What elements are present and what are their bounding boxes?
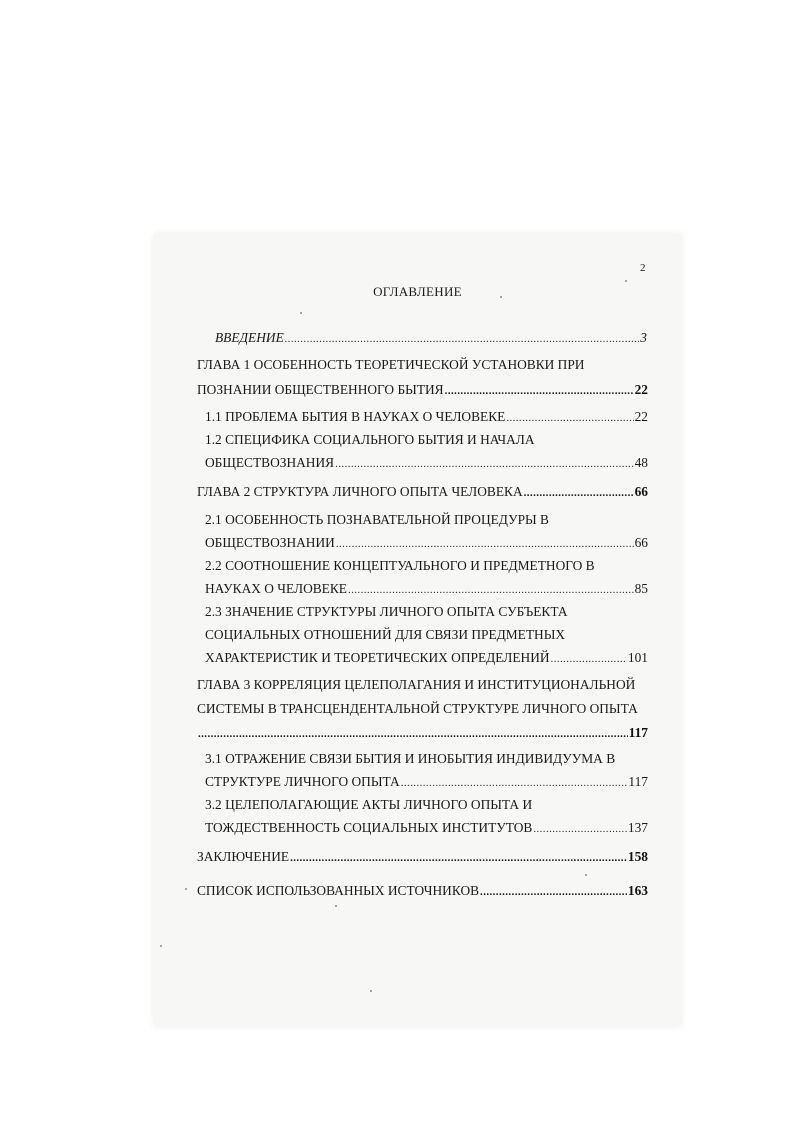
leader-dots [336,535,634,553]
scan-speck [370,990,372,992]
leader-dots [445,382,634,400]
toc-entry-chapter-1: ПОЗНАНИИ ОБЩЕСТВЕННОГО БЫТИЯ ..... 22 [197,381,648,399]
leader-dots [551,650,627,668]
toc-entry-1-2-line-1: 1.2 СПЕЦИФИКА СОЦИАЛЬНОГО БЫТИЯ И НАЧАЛА [205,432,535,447]
toc-entry-chapter-2: ГЛАВА 2 СТРУКТУРА ЛИЧНОГО ОПЫТА ЧЕЛОВЕКА ..... 66 [197,483,648,501]
leader-dots [348,581,634,599]
toc-entry-chapter-3-line-1: ГЛАВА 3 КОРРЕЛЯЦИЯ ЦЕЛЕПОЛАГАНИЯ И ИНСТИТУЦИОНАЛЬНОЙ [197,677,636,692]
scan-speck [500,296,502,298]
scan-speck [625,280,627,282]
toc-entry-2-1-line-1: 2.1 ОСОБЕННОСТЬ ПОЗНАВАТЕЛЬНОЙ ПРОЦЕДУРЫ В [205,512,549,527]
leader-dots [524,484,634,502]
toc-entry-conclusion: ЗАКЛЮЧЕНИЕ ..... 158 [197,848,648,866]
scan-speck [585,874,587,876]
toc-entry-intro: ВВЕДЕНИЕ ..... 3 [215,329,647,347]
leader-dots [198,725,628,743]
toc-entry-chapter-1-line-1: ГЛАВА 1 ОСОБЕННОСТЬ ТЕОРЕТИЧЕСКОЙ УСТАНОВКИ ПРИ [197,357,585,372]
scan-speck [300,312,302,314]
toc-entry-2-2-line-1: 2.2 СООТНОШЕНИЕ КОНЦЕПТУАЛЬНОГО И ПРЕДМЕТНОГО В [205,558,595,573]
toc-entry-3-1-line-1: 3.1 ОТРАЖЕНИЕ СВЯЗИ БЫТИЯ И ИНОБЫТИЯ ИНДИВИДУУМА В [205,751,616,766]
toc-entry-1-2: ОБЩЕСТВОЗНАНИЯ ..... 48 [205,454,648,472]
toc-entry-2-3: ХАРАКТЕРИСТИК И ТЕОРЕТИЧЕСКИХ ОПРЕДЕЛЕНИЙ ..... 101 [205,649,648,667]
scan-speck [185,888,187,890]
toc-entry-3-2: ТОЖДЕСТВЕННОСТЬ СОЦИАЛЬНЫХ ИНСТИТУТОВ ..... 137 [205,819,648,837]
leader-dots [285,330,640,348]
toc-entry-1-1: 1.1 ПРОБЛЕМА БЫТИЯ В НАУКАХ О ЧЕЛОВЕКЕ ..... 22 [205,408,648,426]
toc-entry-3-2-line-1: 3.2 ЦЕЛЕПОЛАГАЮЩИЕ АКТЫ ЛИЧНОГО ОПЫТА И [205,797,533,812]
leader-dots [480,883,627,901]
toc-entry-sources: СПИСОК ИСПОЛЬЗОВАННЫХ ИСТОЧНИКОВ ..... 163 [197,882,648,900]
toc-entry-3-1: СТРУКТУРЕ ЛИЧНОГО ОПЫТА ..... 117 [205,773,648,791]
leader-dots [533,820,627,838]
toc-entry-2-3-line-2: СОЦИАЛЬНЫХ ОТНОШЕНИЙ ДЛЯ СВЯЗИ ПРЕДМЕТНЫХ [205,627,566,642]
toc-entry-2-2: НАУКАХ О ЧЕЛОВЕКЕ ..... 85 [205,580,648,598]
toc-entry-2-3-line-1: 2.3 ЗНАЧЕНИЕ СТРУКТУРЫ ЛИЧНОГО ОПЫТА СУБЪЕКТА [205,604,568,619]
page-title: ОГЛАВЛЕНИЕ [373,284,462,299]
toc-entry-chapter-3: ..... 117 [197,724,648,742]
leader-dots [290,849,627,867]
page-number: 2 [640,262,646,274]
toc-entry-chapter-3-line-2: СИСТЕМЫ В ТРАНСЦЕНДЕНТАЛЬНОЙ СТРУКТУРЕ ЛИЧНОГО ОПЫТА [197,701,638,716]
leader-dots [401,774,628,792]
leader-dots [335,455,634,473]
leader-dots [506,409,633,427]
toc-entry-2-1: ОБЩЕСТВОЗНАНИИ ..... 66 [205,534,648,552]
scan-speck [160,945,162,947]
scan-speck [335,905,337,907]
